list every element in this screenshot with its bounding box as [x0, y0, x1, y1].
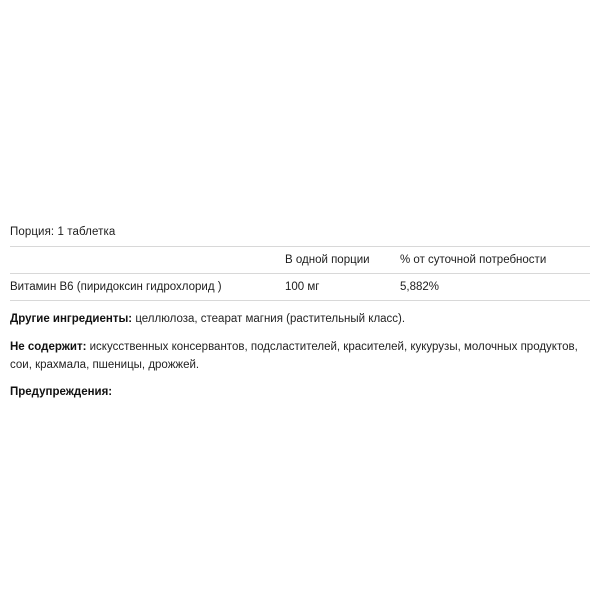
- table-header-row: [10, 247, 590, 274]
- other-ingredients-label: Другие ингредиенты:: [10, 313, 133, 325]
- nutrient-daily-value: 5,882%: [400, 274, 590, 301]
- notes-section: [10, 301, 590, 402]
- serving-size-line: Порция: 1 таблетка: [10, 226, 116, 238]
- other-ingredients-note: [10, 311, 590, 329]
- table-row: [10, 274, 590, 301]
- table-header: [10, 247, 590, 274]
- other-ingredients-text: целлюлоза, стеарат магния (растительный класс).: [132, 313, 406, 325]
- column-header-nutrient: [10, 247, 285, 274]
- free-from-label: Не содержит:: [10, 340, 87, 353]
- supplement-facts-table: [10, 246, 590, 301]
- free-from-note: [10, 339, 590, 375]
- warnings-label: Предупреждения:: [10, 386, 113, 399]
- free-from-text: искусственных консервантов, подсластителей, красителей, кукурузы, молочных продуктов, сои, крахмала, пшеницы, дрожжей.: [10, 340, 578, 371]
- nutrient-amount: 100 мг: [285, 274, 400, 301]
- warnings-note: [10, 384, 590, 402]
- nutrient-name: Витамин B6 (пиридоксин гидрохлорид ): [10, 274, 285, 301]
- column-header-amount-per-serving: В одной порции: [285, 247, 400, 274]
- column-header-daily-value: % от суточной потребности: [400, 247, 590, 274]
- supplement-facts-panel: [0, 222, 600, 402]
- table-body: [10, 274, 590, 301]
